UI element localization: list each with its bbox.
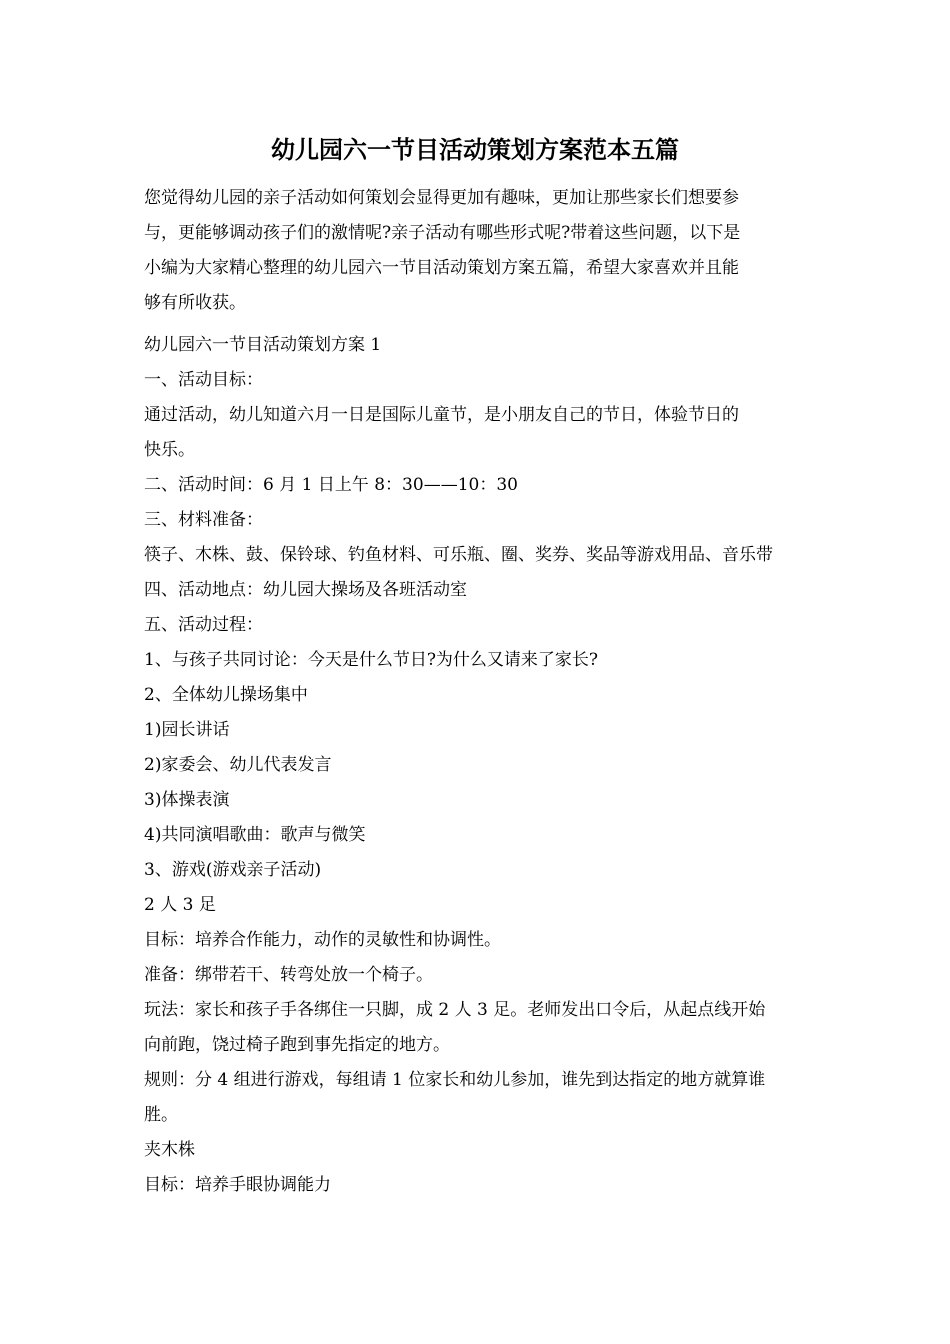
list-item: 4)共同演唱歌曲：歌声与微笑 — [144, 825, 366, 845]
text-line: 通过活动，幼儿知道六月一日是国际儿童节，是小朋友自己的节日，体验节日的 — [144, 405, 739, 425]
text-line: 与，更能够调动孩子们的激情呢?亲子活动有哪些形式呢?带着这些问题，以下是 — [144, 223, 741, 243]
text-line: 目标：培养合作能力，动作的灵敏性和协调性。 — [144, 930, 501, 950]
section-heading: 四、活动地点：幼儿园大操场及各班活动室 — [144, 580, 467, 600]
game-title: 夹木株 — [144, 1140, 195, 1160]
document-title: 幼儿园六一节目活动策划方案范本五篇 — [271, 135, 679, 164]
intro-paragraph — [144, 181, 808, 321]
text-line: 玩法：家长和孩子手各绑住一只脚，成 2 人 3 足。老师发出口令后，从起点线开始 — [144, 1000, 766, 1020]
text-line: 够有所收获。 — [144, 293, 246, 313]
section-heading: 一、活动目标： — [144, 370, 263, 390]
text-line: 快乐。 — [144, 440, 195, 460]
document-body — [144, 328, 808, 1203]
text-line: 您觉得幼儿园的亲子活动如何策划会显得更加有趣味，更加让那些家长们想要参 — [144, 188, 739, 208]
game-title: 2 人 3 足 — [144, 895, 216, 915]
section-heading: 幼儿园六一节目活动策划方案 1 — [144, 335, 382, 355]
list-item: 3、游戏(游戏亲子活动) — [144, 860, 322, 880]
list-item: 1、与孩子共同讨论：今天是什么节日?为什么又请来了家长? — [144, 650, 599, 670]
list-item: 1)园长讲话 — [144, 720, 230, 740]
list-item: 2、全体幼儿操场集中 — [144, 685, 308, 705]
text-line: 目标：培养手眼协调能力 — [144, 1175, 331, 1195]
list-item: 2)家委会、幼儿代表发言 — [144, 755, 332, 775]
text-line: 准备：绑带若干、转弯处放一个椅子。 — [144, 965, 433, 985]
list-item: 3)体操表演 — [144, 790, 230, 810]
text-line: 规则：分 4 组进行游戏，每组请 1 位家长和幼儿参加，谁先到达指定的地方就算谁 — [144, 1070, 766, 1090]
text-line: 胜。 — [144, 1105, 178, 1125]
section-heading: 五、活动过程： — [144, 615, 263, 635]
text-line: 向前跑，饶过椅子跑到事先指定的地方。 — [144, 1035, 450, 1055]
section-heading: 二、活动时间：6 月 1 日上午 8：30——10：30 — [144, 475, 518, 495]
section-heading: 三、材料准备： — [144, 510, 263, 530]
text-line: 小编为大家精心整理的幼儿园六一节目活动策划方案五篇，希望大家喜欢并且能 — [144, 258, 739, 278]
text-line: 筷子、木株、鼓、保铃球、钓鱼材料、可乐瓶、圈、奖券、奖品等游戏用品、音乐带 — [144, 545, 773, 565]
